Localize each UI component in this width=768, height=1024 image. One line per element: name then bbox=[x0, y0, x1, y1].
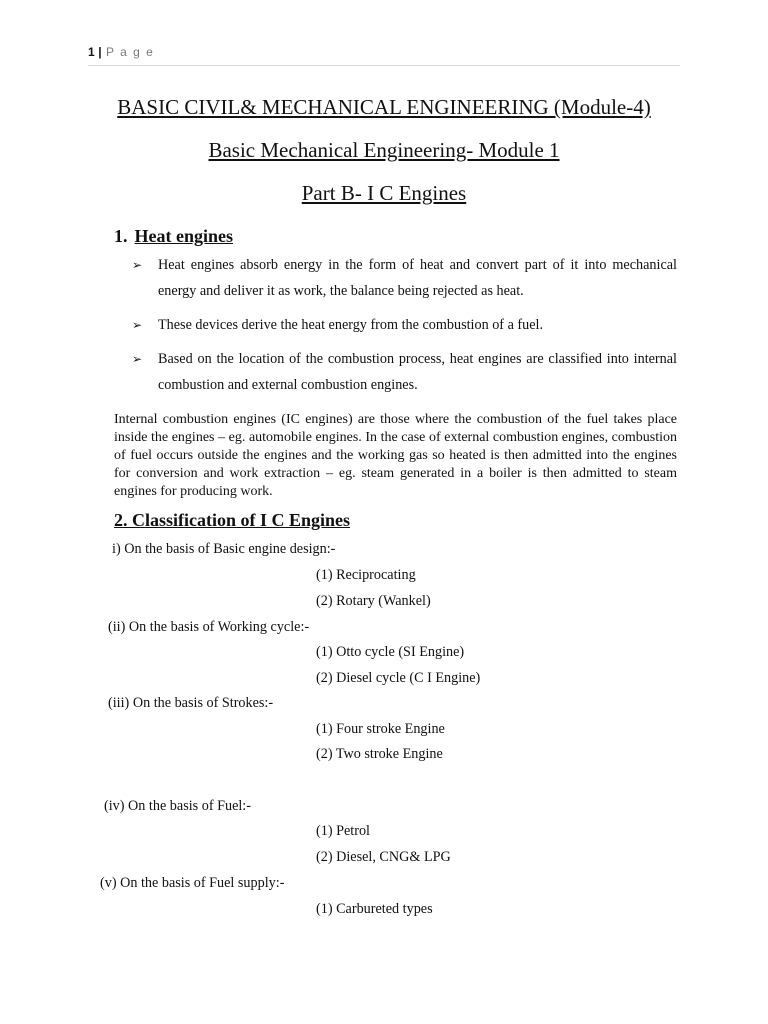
section-heading-heat-engines bbox=[114, 226, 233, 247]
section-number: 1. bbox=[114, 226, 128, 246]
classification-label: i) On the basis of Basic engine design:- bbox=[112, 541, 336, 557]
bullet-item: ➢ These devices derive the heat energy from the combustion of a fuel. bbox=[132, 312, 677, 338]
page-number: 1 bbox=[88, 45, 97, 59]
page-label: P a g e bbox=[106, 45, 155, 59]
body-paragraph: Internal combustion engines (IC engines) are those where the combustion of the fuel takes place inside the engines – eg. automobile engines. In the case of external combustion engines, combustion of fuel occurs outside the engines and the working gas so heated is then admitted into the engines for conversion and work extraction – eg. steam generated in a boiler is then admitted to steam engines for producing work. bbox=[114, 412, 677, 499]
bullet-list bbox=[132, 252, 677, 406]
page-header bbox=[88, 45, 680, 66]
module-title: Basic Mechanical Engineering- Module 1 bbox=[208, 138, 560, 162]
bullet-item: ➢ Based on the location of the combustion process, heat engines are classified into internal combustion and external combustion engines. bbox=[132, 346, 677, 398]
classification-label: (iv) On the basis of Fuel:- bbox=[104, 798, 251, 814]
classification-item: (2) Diesel, CNG& LPG bbox=[316, 849, 451, 865]
classification-item: (1) Reciprocating bbox=[316, 567, 416, 583]
classification-item: (1) Four stroke Engine bbox=[316, 721, 445, 737]
classification-item: (1) Petrol bbox=[316, 823, 370, 839]
classification-item: (2) Rotary (Wankel) bbox=[316, 593, 431, 609]
section-heading-text: Heat engines bbox=[134, 226, 233, 246]
classification-label: (iii) On the basis of Strokes:- bbox=[108, 695, 274, 711]
classification-item: (1) Otto cycle (SI Engine) bbox=[316, 644, 465, 660]
classification-item: (2) Diesel cycle (C I Engine) bbox=[316, 670, 481, 686]
part-title: Part B- I C Engines bbox=[301, 181, 467, 205]
classification-label: (v) On the basis of Fuel supply:- bbox=[100, 875, 285, 891]
document-title: BASIC CIVIL& MECHANICAL ENGINEERING (Module-4) bbox=[117, 95, 651, 119]
classification-item: (2) Two stroke Engine bbox=[316, 746, 443, 762]
classification-item: (1) Carbureted types bbox=[316, 901, 433, 917]
section-heading-classification: 2. Classification of I C Engines bbox=[114, 510, 351, 530]
classification-label: (ii) On the basis of Working cycle:- bbox=[108, 619, 310, 635]
page-separator: | bbox=[98, 45, 104, 59]
bullet-item: ➢ Heat engines absorb energy in the form of heat and convert part of it into mechanical energy and deliver it as work, the balance being rejected as heat. bbox=[132, 252, 677, 304]
